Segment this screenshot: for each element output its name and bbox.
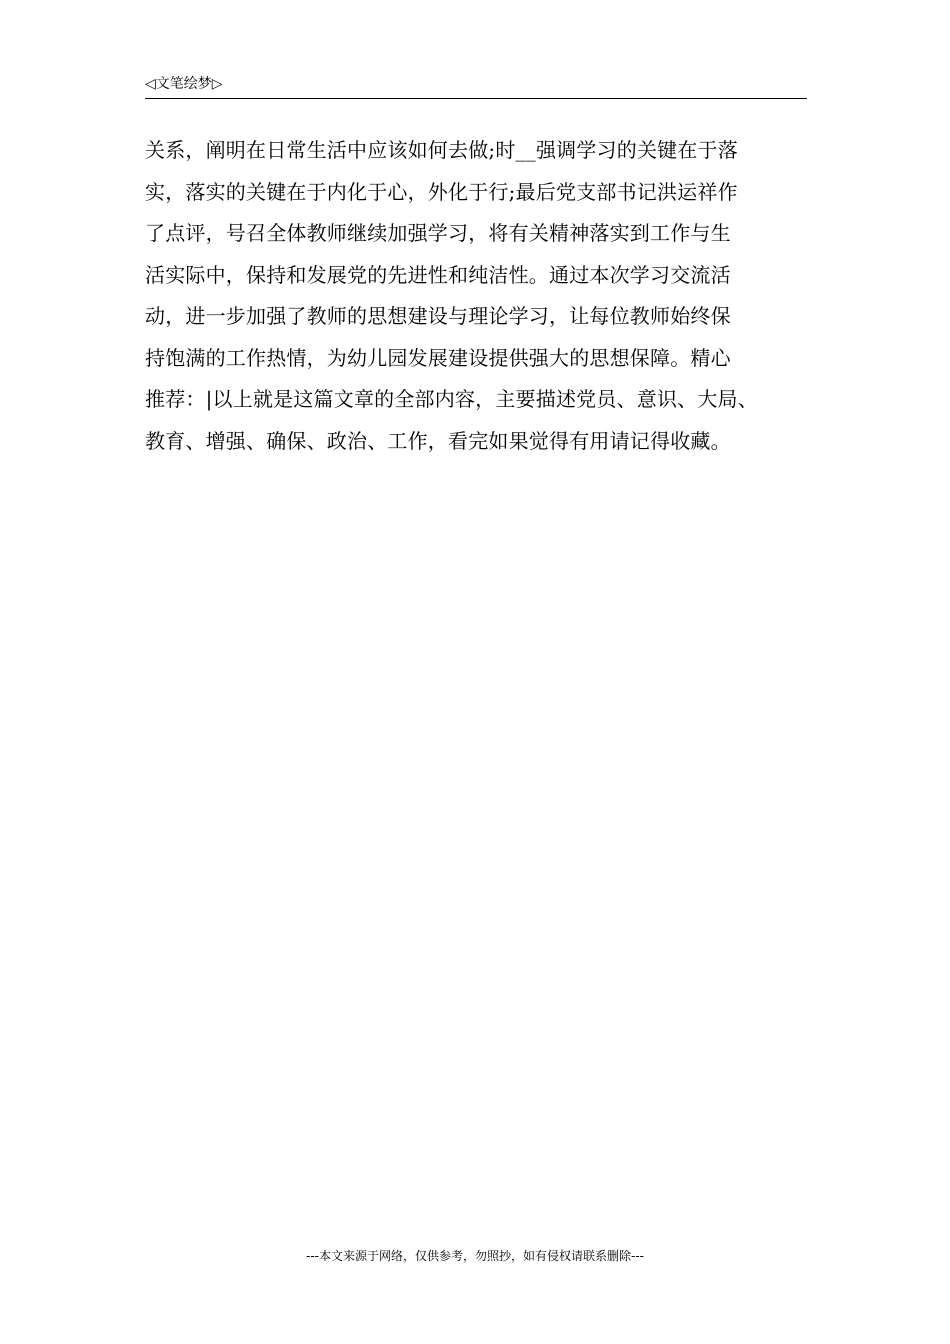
- body-line-3: 了点评，号召全体教师继续加强学习，将有关精神落实到工作与生: [145, 221, 731, 245]
- body-line-5: 动，进一步加强了教师的思想建设与理论学习，让每位教师始终保: [145, 304, 731, 328]
- header-title: ◁文笔绘梦▷: [145, 76, 223, 92]
- document-body: [145, 130, 809, 462]
- page-header: [145, 74, 807, 99]
- page-footer: ---本文来源于网络，仅供参考，勿照抄，如有侵权请联系删除---: [306, 1249, 644, 1263]
- body-line-6: 持饱满的工作热情，为幼儿园发展建设提供强大的思想保障。精心: [145, 345, 731, 370]
- body-line-8: 教育、增强、确保、政治、工作，看完如果觉得有用请记得收藏。: [145, 428, 731, 453]
- body-line-1: 关系，阐明在日常生活中应该如何去做;时__强调学习的关键在于落: [145, 138, 738, 162]
- body-line-7: 推荐：|以上就是这篇文章的全部内容，主要描述党员、意识、大局、: [145, 387, 758, 411]
- body-line-4: 活实际中，保持和发展党的先进性和纯洁性。通过本次学习交流活: [145, 262, 731, 287]
- body-line-2: 实，落实的关键在于内化于心，外化于行;最后党支部书记洪运祥作: [145, 179, 738, 204]
